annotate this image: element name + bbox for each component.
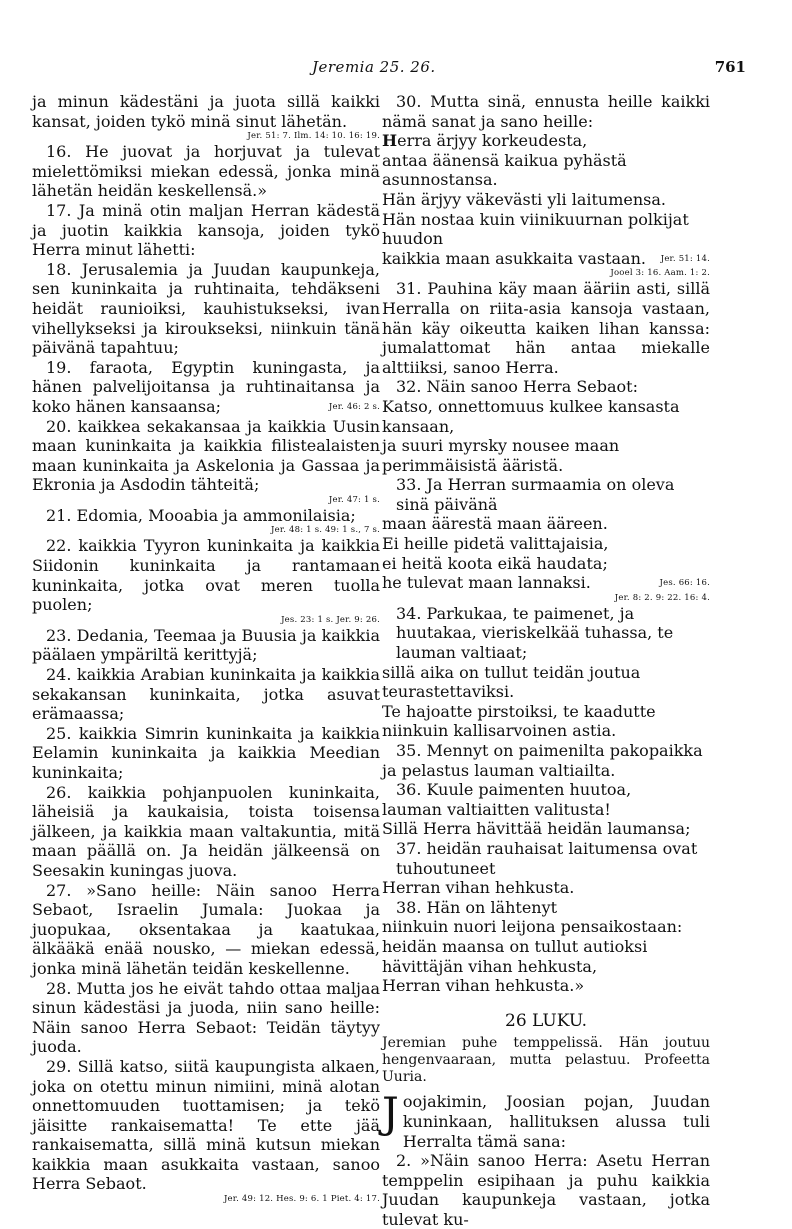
verse-18: 18. Jerusalemia ja Juudan kaupunkeja, sen kuninkaita ja ruhtinaita, tehdäkseni heidät raunioiksi, kauhistukseksi, ivan vihellykseksi ja kiroukseksi, niinkuin tänä päivänä tapahtuu; bbox=[32, 259, 380, 358]
verse-17: 17. Ja minä otin maljan Herran kädestä ja juotin kaikkia kansoja, joiden tykö Herra minut lähetti: bbox=[32, 200, 380, 260]
cross-reference: Jooel 3: 16. Aam. 1: 2. bbox=[610, 268, 710, 279]
poem-line: ja suuri myrsky nousee maan perimmäisistä ääristä. bbox=[382, 436, 620, 475]
initial-letter: H bbox=[382, 131, 398, 151]
cross-reference: Jer. 49: 12. Hes. 9: 6. 1 Piet. 4: 17. bbox=[223, 1194, 380, 1205]
poem-line: heidän maansa on tullut autioksi bbox=[382, 936, 648, 956]
cross-reference: Jer. 48: 1 s. 49: 1 s., 7 s. bbox=[271, 525, 380, 536]
poem-line: 34. Parkukaa, te paimenet, ja huutakaa, vieriskelkää tuhassa, te lauman valtiaat; bbox=[396, 603, 674, 663]
cross-reference: Jer. 46: 2 s. bbox=[328, 401, 380, 412]
verse-28: 28. Mutta jos he eivät tahdo ottaa maljaa sinun kädestäsi ja juoda, niin sano heille: Näin sanoo Herra Sebaot: Teidän täytyy juoda. bbox=[32, 978, 380, 1057]
poem-line: ei heitä koota eikä haudata; bbox=[382, 553, 608, 573]
verse-29: 29. Sillä katso, siitä kaupungista alkaen, joka on otettu minun nimiini, minä alotan onnettomuuden tuottamisen; ja tekö jäisitte rankaisematta! Te ette jää rankaisematta, sillä minä kutsun miekan kaikkia maan asukkaita vastaan, sanoo Herra Sebaot. bbox=[32, 1056, 380, 1194]
poem-line: 32. Näin sanoo Herra Sebaot: bbox=[396, 377, 638, 397]
poem-line: Katso, onnettomuus kulkee kansasta kansaan, bbox=[382, 396, 680, 436]
poem-text: he tulevat maan lannaksi. bbox=[382, 573, 591, 593]
verse-20: 20. kaikkea sekakansaa ja kaikkia Uusin maan kuninkaita ja kaikkia filistealaisten maan kuninkaita ja Askelonia ja Gassaa ja Ekronia ja Asdodin tähteitä; bbox=[32, 416, 380, 495]
poem-line: maan äärestä maan ääreen. bbox=[382, 514, 608, 534]
page-number: 761 bbox=[714, 58, 746, 76]
verse-30: 30. Mutta sinä, ennusta heille kaikki nämä sanat ja sano heille: bbox=[382, 92, 710, 131]
verse-24: 24. kaikkia Arabian kuninkaita ja kaikkia sekakansan kuninkaita, jotka asuvat erämaassa; bbox=[32, 665, 380, 724]
poem-line: antaa äänensä kaikua pyhästä asunnostansa. bbox=[382, 150, 627, 190]
left-column bbox=[32, 92, 380, 1205]
poem-line: Ei heille pidetä valittajaisia, bbox=[382, 534, 609, 554]
poem-line: Herran vihan hehkusta. bbox=[382, 878, 575, 898]
cross-reference: Jes. 66: 16. bbox=[659, 578, 710, 589]
chapter-summary: Jeremian puhe temppelissä. Hän joutuu hengenvaaraan, mutta pelastuu. Profeetta Uuria. bbox=[382, 1035, 710, 1086]
poem-text: kaikkia maan asukkaita vastaan. bbox=[382, 248, 646, 268]
verse-16: 16. He juovat ja horjuvat ja tulevat mielettömiksi miekan edessä, jonka minä lähetän heidän keskellensä.» bbox=[32, 142, 380, 201]
right-column bbox=[382, 92, 710, 1229]
verse-23: 23. Dedania, Teemaa ja Buusia ja kaikkia päälaen ympäriltä kerittyjä; bbox=[32, 625, 380, 665]
poem-line: lauman valtiaitten valitusta! bbox=[382, 799, 611, 819]
verse-27: 27. »Sano heille: Näin sanoo Herra Sebaot, Israelin Jumala: Juokaa ja juopukaa, oksentakaa ja kaatukaa, älkääkä enää nousko, — miekan edessä, jonka minä lähetän teidän keskellenne. bbox=[32, 880, 380, 978]
verse-26: 26. kaikkia pohjanpuolen kuninkaita, läheisiä ja kaukaisia, toista toisensa jälkeen, ja kaikkia maan valtakuntia, mitä maan päällä on. Ja heidän jälkeensä on Seesakin kuningas juova. bbox=[32, 782, 380, 880]
running-title: Jeremia 25. 26. bbox=[312, 58, 436, 76]
page-header bbox=[32, 58, 746, 82]
verse-21: 21. Edomia, Mooabia ja ammonilaisia; bbox=[46, 505, 356, 525]
poem-line: Hän ärjyy väkevästi yli laitumensa. bbox=[382, 189, 667, 209]
verse-text: 19. faraota, Egyptin kuningasta, ja hänen palvelijoitansa ja ruhtinaitansa ja koko hänen kansaansa; bbox=[32, 357, 380, 416]
cross-reference: Jer. 47: 1 s. bbox=[328, 494, 380, 505]
poem-line: 38. Hän on lähtenyt bbox=[396, 897, 558, 917]
poem-line: 35. Mennyt on paimenilta pakopaikka bbox=[396, 741, 703, 760]
verse-22: 22. kaikkia Tyyron kuninkaita ja kaikkia Siidonin kuninkaita ja rantamaan kuninkaita, jotka ovat meren tuolla puolen; bbox=[32, 536, 380, 615]
poem-line: 37. heidän rauhaisat laitumensa ovat tuhoutuneet bbox=[396, 838, 698, 878]
cross-reference: Jes. 23: 1 s. Jer. 9: 26. bbox=[281, 614, 380, 625]
cross-reference: Jer. 51: 14. bbox=[660, 253, 710, 264]
poem-line: Hän nostaa kuin viinikuurnan polkijat huudon bbox=[382, 209, 689, 249]
poem-line: Sillä Herra hävittää heidän laumansa; bbox=[382, 819, 691, 839]
poem-line: Te hajoatte pirstoiksi, te kaadutte niinkuin kallisarvoinen astia. bbox=[382, 701, 656, 741]
poem-line: sillä aika on tullut teidän joutua teurastettaviksi. bbox=[382, 662, 641, 702]
drop-cap: J bbox=[382, 1088, 399, 1138]
poem-line bbox=[382, 131, 710, 151]
verse-1 bbox=[382, 1088, 710, 1151]
poem-line bbox=[382, 249, 710, 269]
verse-25: 25. kaikkia Simrin kuninkaita ja kaikkia Eelamin kuninkaita ja kaikkia Meedian kuninkaita; bbox=[32, 723, 380, 782]
poem-line: niinkuin nuori leijona pensaikostaan: bbox=[382, 917, 683, 937]
cross-reference: Jer. 8: 2. 9: 22. 16: 4. bbox=[614, 592, 710, 603]
poem-text: erra ärjyy korkeudesta, bbox=[397, 131, 588, 151]
verse-31: 31. Pauhina käy maan ääriin asti, sillä Herralla on riita-asia kansoja vastaan, hän käy oikeutta kaiken lihan kanssa: jumalattomat hän antaa miekalle alttiiksi, sanoo Herra. bbox=[382, 279, 710, 377]
poem-line: 33. Ja Herran surmaamia on oleva sinä päivänä bbox=[396, 475, 675, 514]
cross-reference: Jer. 51: 7. Ilm. 14: 10. 16: 19. bbox=[247, 131, 380, 142]
poem-line: ja pelastus lauman valtiailta. bbox=[382, 760, 616, 780]
verse-2: 2. »Näin sanoo Herra: Asetu Herran temppelin esipihaan ja puhu kaikkia Juudan kaupunkeja vastaan, jotka tulevat ku- bbox=[382, 1151, 710, 1229]
chapter-title: 26 LUKU. bbox=[505, 1010, 587, 1031]
poem-line bbox=[382, 573, 710, 593]
paragraph: ja minun kädestäni ja juota sillä kaikki kansat, joiden tykö minä sinut lähetän. bbox=[32, 92, 380, 131]
verse-19 bbox=[32, 358, 380, 417]
poem-line: Herran vihan hehkusta.» bbox=[382, 976, 585, 996]
verse-text: oojakimin, Joosian pojan, Juudan kuninkaan, hallituksen alussa tuli Herralta tämä sana: bbox=[402, 1092, 710, 1151]
poem-line: 36. Kuule paimenten huutoa, bbox=[396, 780, 632, 800]
poem-line: hävittäjän vihan hehkusta, bbox=[382, 956, 598, 976]
